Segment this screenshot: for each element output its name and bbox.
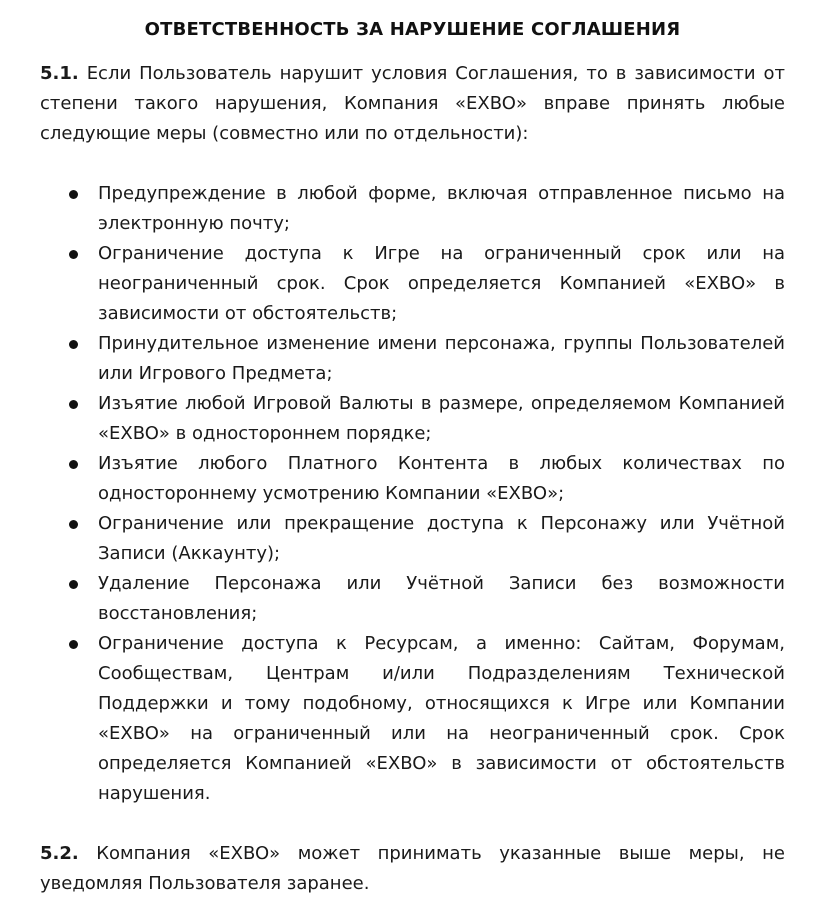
bullet-icon	[69, 520, 78, 529]
bullet-icon	[69, 640, 78, 649]
list-item-text: Ограничение доступа к Игре на ограниченный срок или на неограниченный срок. Срок определяется Компанией «EXBO» в зависимости от обстоятельств;	[98, 243, 785, 324]
list-item	[40, 449, 785, 509]
list-item-text: Предупреждение в любой форме, включая отправленное письмо на электронную почту;	[98, 183, 785, 234]
list-item-text: Изъятие любого Платного Контента в любых количествах по одностороннему усмотрению Компании «EXBO»;	[98, 453, 785, 504]
list-item	[40, 179, 785, 239]
list-item	[40, 629, 785, 809]
bullet-icon	[69, 340, 78, 349]
list-item	[40, 569, 785, 629]
list-item	[40, 239, 785, 329]
list-item-text: Принудительное изменение имени персонажа, группы Пользователей или Игрового Предмета;	[98, 333, 785, 384]
list-item-text: Изъятие любой Игровой Валюты в размере, определяемом Компанией «EXBO» в одностороннем порядке;	[98, 393, 785, 444]
section-5-1	[40, 59, 785, 149]
section-5-2-number: 5.2.	[40, 843, 79, 864]
list-item	[40, 389, 785, 449]
section-5-2	[40, 839, 785, 899]
list-item-text: Удаление Персонажа или Учётной Записи без возможности восстановления;	[98, 573, 785, 624]
list-item	[40, 329, 785, 389]
section-5-1-text: Если Пользователь нарушит условия Соглашения, то в зависимости от степени такого нарушения, Компания «EXBO» вправе принять любые следующие меры (совместно или по отдельности):	[40, 63, 785, 144]
bullet-icon	[69, 460, 78, 469]
bullet-icon	[69, 400, 78, 409]
bullet-icon	[69, 190, 78, 199]
list-item-text: Ограничение или прекращение доступа к Персонажу или Учётной Записи (Аккаунту);	[98, 513, 785, 564]
measures-list	[40, 179, 785, 809]
bullet-icon	[69, 250, 78, 259]
section-5-2-text: Компания «EXBO» может принимать указанные выше меры, не уведомляя Пользователя заранее.	[40, 843, 785, 894]
section-5-1-number: 5.1.	[40, 63, 79, 84]
list-item	[40, 509, 785, 569]
bullet-icon	[69, 580, 78, 589]
list-item-text: Ограничение доступа к Ресурсам, а именно: Сайтам, Форумам, Сообществам, Центрам и/или Подразделениям Технической Поддержки и тому подобному, относящихся к Игре или Компании «EXBO» на ограниченный или на неограниченный срок. Срок определяется Компанией «EXBO» в зависимости от обстоятельств нарушения.	[98, 633, 785, 804]
document-title: ОТВЕТСТВЕННОСТЬ ЗА НАРУШЕНИЕ СОГЛАШЕНИЯ	[144, 19, 681, 40]
